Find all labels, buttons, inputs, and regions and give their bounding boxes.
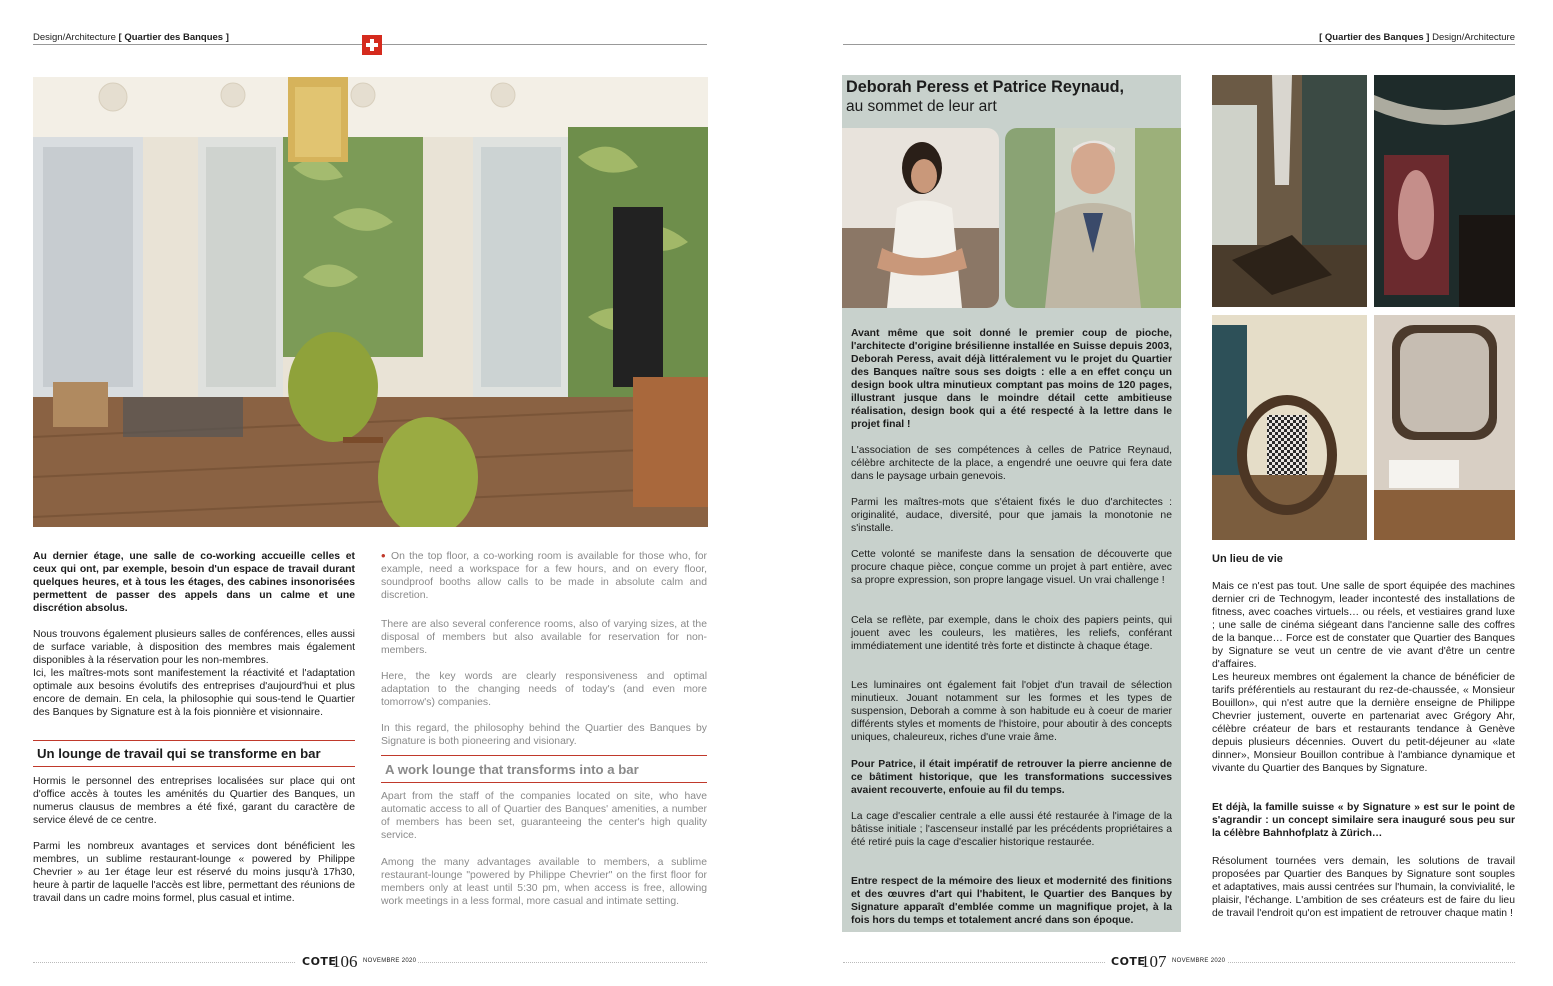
- subhead-fr-rule-top: [33, 740, 355, 741]
- box-p3: Cette volonté se manifeste dans la sensation de découverte que procure chaque pièce, conçue comme un projet à part entière, avec sa propre expression, son propre langage visuel. Un vrai challenge !: [851, 549, 1172, 586]
- left-footer-rule-1: [33, 962, 295, 963]
- left-header: [33, 32, 229, 43]
- box-title: Deborah Peress et Patrice Reynaud,: [846, 78, 1125, 96]
- right-header: [1319, 32, 1515, 43]
- left-header-section: Design/Architecture: [33, 32, 116, 43]
- subhead-en-rule-bottom: [381, 782, 707, 783]
- para4-fr: Hormis le personnel des entreprises localisées sur place qui ont d'office accès à toutes les aménités du Quartier des Banques, un numerus clausus de membres a été fixé, garant du caractère de service élevé de ce centre.: [33, 776, 355, 826]
- col-p1: Mais ce n'est pas tout. Une salle de sport équipée des machines dernier cri de Technogym, leader incontesté des installations de fitness, avec coaches virtuels… ou réels, et vestiaires grand luxe ; une salle de cinéma siégeant dans l'ancienne salle des coffres de la banque… Force est de constater que Quartier des Banques by Signature se veut un centre de vie avant d'être un centre d'affaires.: [1212, 581, 1515, 670]
- para5-fr: Parmi les nombreux avantages et services dont bénéficient les membres, un sublime restaurant-lounge « powered by Philippe Chevrier » au 1er étage leur est réservé du moins jusqu'à 17h30, heure à partir de laquelle l'accès est libre, permettant des réunions de travail dans un cadre moins formel, plus casual et intime.: [33, 841, 355, 904]
- bathroom-photo: [1374, 315, 1515, 540]
- lounge-photo: [33, 77, 708, 527]
- left-footer-rule-2: [418, 962, 707, 963]
- right-header-bracket: [ Quartier des Banques ]: [1319, 32, 1430, 43]
- box-p2: Parmi les maîtres-mots que s'étaient fixés le duo d'architectes : originalité, audace, diversité, pour que jamais la monotonie ne s'installe.: [851, 497, 1172, 534]
- subhead-en: A work lounge that transforms into a bar: [385, 762, 639, 777]
- armchair-photo: [1212, 315, 1367, 540]
- box-p1: L'association de ses compétences à celles de Patrice Reynaud, célèbre architecte de la place, a engendré une oeuvre qui fera date dans le paysage urbain genevois.: [851, 445, 1172, 482]
- left-footer-page: 106: [332, 952, 358, 971]
- left-footer-date: NOVEMBRE 2020: [363, 958, 417, 964]
- subhead-fr-rule-bottom: [33, 766, 355, 767]
- patrice-photo: [1005, 128, 1181, 308]
- en6: Among the many advantages available to members, a sublime restaurant-lounge "powered by Philippe Chevrier" on the first floor for members only at least until 5:30 pm, when access is free, allowing work meetings in a less formal, more casual and intimate setting.: [381, 857, 707, 907]
- cinema-photo: [1374, 75, 1515, 307]
- deborah-photo: [842, 128, 999, 308]
- col-p2: Les heureux membres ont également la chance de bénéficier de tarifs préférentiels au restaurant du rez-de-chaussée, « Monsieur Bouillon», qui n'est autre que la dernière enseigne de Philippe Chevrier justement, ouverte en partenariat avec Grégory Ahr, célèbre créateur de bars et restaurants tendance à Genève depuis plusieurs décennies. Ouvert du petit-déjeuner au «late dinner», Monsieur Bouillon contribue à l'ambiance dynamique et vivante du Quartier des Banques by Signature.: [1212, 672, 1515, 774]
- para3-fr: Ici, les maîtres-mots sont manifestement la réactivité et l'adaptation optimale aux besoins évolutifs des entreprises d'aujourd'hui et plus encore de demain. En cela, la philosophie qui sous-tend le Quartier des Banques by Signature est à la fois pionnière et visionnaire.: [33, 668, 355, 718]
- right-footer-page: 107: [1141, 952, 1167, 971]
- right-header-rule: [843, 44, 1515, 45]
- en1: On the top floor, a co-working room is available for those who, for example, need a workspace for a few hours, and on every floor, soundproof booths allow calls to be made in absolute calm and discretion.: [381, 551, 707, 601]
- intro-fr: Au dernier étage, une salle de co-working accueille celles et ceux qui ont, par exemple, besoin d'un espace de travail durant quelques heures, et à tous les étages, des cabines insonorisées permettent de passer des appels dans un calme et une discrétion absolus.: [33, 551, 355, 614]
- right-header-section: Design/Architecture: [1432, 32, 1515, 43]
- en2: There are also several conference rooms, also of varying sizes, at the disposal of members but also available for reservation for non-members.: [381, 619, 707, 656]
- para2-fr: Nous trouvons également plusieurs salles de conférences, elles aussi de surface variable, à disposition des membres mais également disponibles à la réservation pour les non-membres.: [33, 629, 355, 666]
- right-footer-rule-1: [843, 962, 1105, 963]
- right-footer-rule-2: [1228, 962, 1515, 963]
- col-heading: Un lieu de vie: [1212, 553, 1283, 565]
- col-p4: Résolument tournées vers demain, les solutions de travail proposées par Quartier des Banques by Signature sont souples et adaptatives, mais aussi centrées sur l'humain, la convivialité, le plaisir, l'échange. L'ambition de ses créateurs est de faire du lieu de travail l'endroit qu'on est impatient de retrouver chaque matin !: [1212, 856, 1515, 919]
- box-subtitle: au sommet de leur art: [846, 98, 997, 115]
- bullet-marker: •: [381, 548, 386, 563]
- swiss-flag-icon: [362, 35, 382, 55]
- box-lead: Avant même que soit donné le premier coup de pioche, l'architecte d'origine brésilienne installée en Suisse depuis 2003, Deborah Peress, avait déjà littéralement vu le projet du Quartier des Banques naître sous ses doigts : elle a en effet conçu un design book ultra minutieux comptant pas moins de 120 pages, illustrant jusque dans le moindre détail cette ambitieuse réalisation, design book qui a été respecté à la lettre dans le projet final !: [851, 328, 1172, 430]
- en3: Here, the key words are clearly responsiveness and optimal adaptation to the changing needs of today's (and even more tomorrow's) companies.: [381, 671, 707, 708]
- en5: Apart from the staff of the companies located on site, who have automatic access to all of Quartier des Banques' amenities, a number of members has been set, guaranteeing the center's high quality service.: [381, 791, 707, 841]
- left-footer-brand: COTE: [302, 955, 337, 968]
- right-footer-brand: COTE: [1111, 955, 1146, 968]
- right-footer-date: NOVEMBRE 2020: [1172, 958, 1226, 964]
- col-p3: Et déjà, la famille suisse « by Signature » est sur le point de s'agrandir : un concept similaire sera inauguré sous peu sur la célèbre Bahnhofplatz à Zürich…: [1212, 802, 1515, 839]
- subhead-en-rule-top: [381, 755, 707, 756]
- box-p7: La cage d'escalier centrale a elle aussi été restaurée à l'image de la bâtisse initiale ; l'ascenseur installé par les précédents propriétaires a été retiré puis la cage d'escalier historique restaurée.: [851, 811, 1172, 848]
- box-p8: Entre respect de la mémoire des lieux et modernité des finitions et des œuvres d'art qui l'habitent, le Quartier des Banques by Signature apparaît d'emblée comme un magnifique projet, à la fois hors du temps et totalement ancré dans son époque.: [851, 876, 1172, 926]
- left-header-bracket: [ Quartier des Banques ]: [118, 32, 229, 43]
- stair-chandelier-photo: [1212, 75, 1367, 307]
- box-p4: Cela se reflète, par exemple, dans le choix des papiers peints, qui jouent avec les couleurs, les matières, les reliefs, conférant immédiatement une identité très forte et distincte à chaque étage.: [851, 615, 1172, 652]
- box-p5: Les luminaires ont également fait l'objet d'un travail de sélection minutieux. Jouant notamment sur les formes et les types de suspension, Deborah a comme à son habitude eu à coeur de marier différents styles et moments de l'histoire, pour aboutir à des concepts uniques, chaleureux, riches d'une vraie âme.: [851, 680, 1172, 743]
- box-p6: Pour Patrice, il était impératif de retrouver la pierre ancienne de ce bâtiment historique, que les transformations successives avaient recouverte, enfouie au fil du temps.: [851, 759, 1172, 796]
- en4: In this regard, the philosophy behind the Quartier des Banques by Signature is both pioneering and visionary.: [381, 723, 707, 747]
- subhead-fr: Un lounge de travail qui se transforme en bar: [37, 746, 321, 761]
